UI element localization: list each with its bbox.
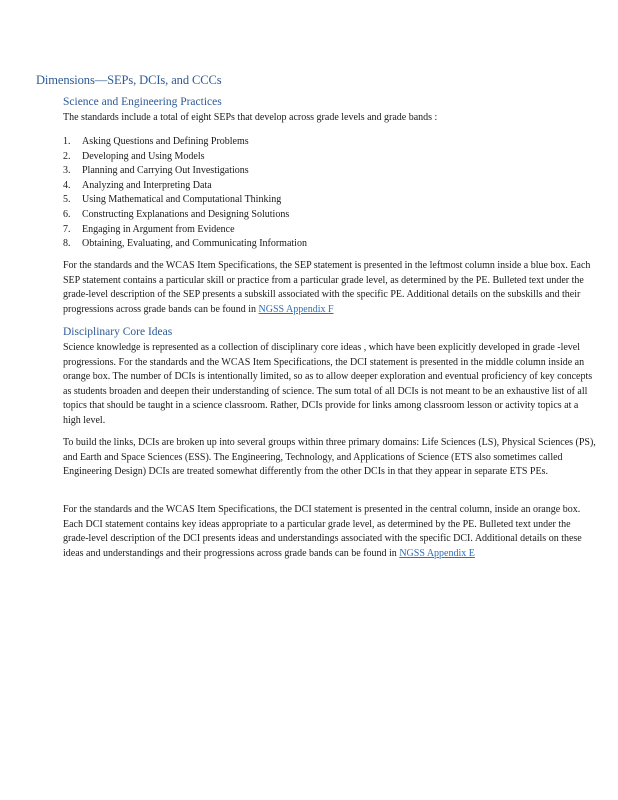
list-item: 8. Obtaining, Evaluating, and Communicating Information [63, 238, 307, 250]
sep-intro: The standards include a total of eight SEPs that develop across grade levels and grade bands : [63, 112, 438, 123]
dci-heading: Disciplinary Core Ideas [63, 326, 173, 338]
list-item: 1. Asking Questions and Defining Problems [63, 136, 249, 147]
list-item: 2. Developing and Using Models [63, 150, 205, 162]
list-item: 7. Engaging in Argument from Evidence [63, 223, 235, 235]
appendix-e-link[interactable]: NGSS Appendix E [399, 547, 475, 559]
list-item: 5. Using Mathematical and Computational Thinking [63, 194, 282, 206]
sep-paragraph: For the standards and the WCAS Item Specifications, the SEP statement is presented in the leftmost column inside a blue box. Each SEP statement contains a particular skill or practice from a particular grade level, as determined by the PE. Bulleted text under the grade-level description of the SEP presents a subskill associated with the specific PE. Additional details on the subskills and their progressions across grade bands can be found in NGSS Appendix F [63, 260, 591, 315]
appendix-f-link[interactable]: NGSS Appendix F [258, 303, 334, 315]
sep-list [63, 135, 307, 252]
list-item: 4. Analyzing and Interpreting Data [63, 179, 212, 191]
list-item: 6. Constructing Explanations and Designing Solutions [63, 208, 290, 220]
section-heading: Dimensions—SEPs, DCIs, and CCCs [36, 73, 222, 87]
dci-paragraph-1: Science knowledge is represented as a collection of disciplinary core ideas , which have been explicitly developed in grade -level progressions. For the standards and the WCAS Item Specifications, the DCI statement is presented in the middle column inside an orange box. The number of DCIs is intentionally limited, so as to allow deeper exploration and eventual proficiency of key concepts as students broaden and deepen their understanding of science. The sum total of all DCIs is not meant to be an exhaustive list of all topics that should be taught in a science classroom. Rather, DCIs provide for links among classroom lesson or activity topics at a high level. [63, 342, 593, 426]
list-item: 3. Planning and Carrying Out Investigations [63, 165, 249, 177]
sep-heading: Science and Engineering Practices [63, 96, 222, 108]
dci-paragraph-3: For the standards and the WCAS Item Specifications, the DCI statement is presented in the central column, inside an orange box. Each DCI statement contains key ideas appropriate to a particular grade level, as determined by the PE. Bulleted text under the grade-level description of the DCI presents ideas and understandings associated with the specific DCI. Additional details on these ideas and understandings and their progressions across grade bands can be found in NGSS Appendix E [63, 504, 582, 559]
dci-paragraph-2: To build the links, DCIs are broken up into several groups within three primary domains: Life Sciences (LS), Physical Sciences (PS), and Earth and Space Sciences (ESS). The Engineering, Technology, and Applications of Science (ETS also sometimes called Engineering Design) DCIs are treated somewhat differently from the other DCIs in that they appear in separate ETS PEs. [63, 437, 596, 478]
